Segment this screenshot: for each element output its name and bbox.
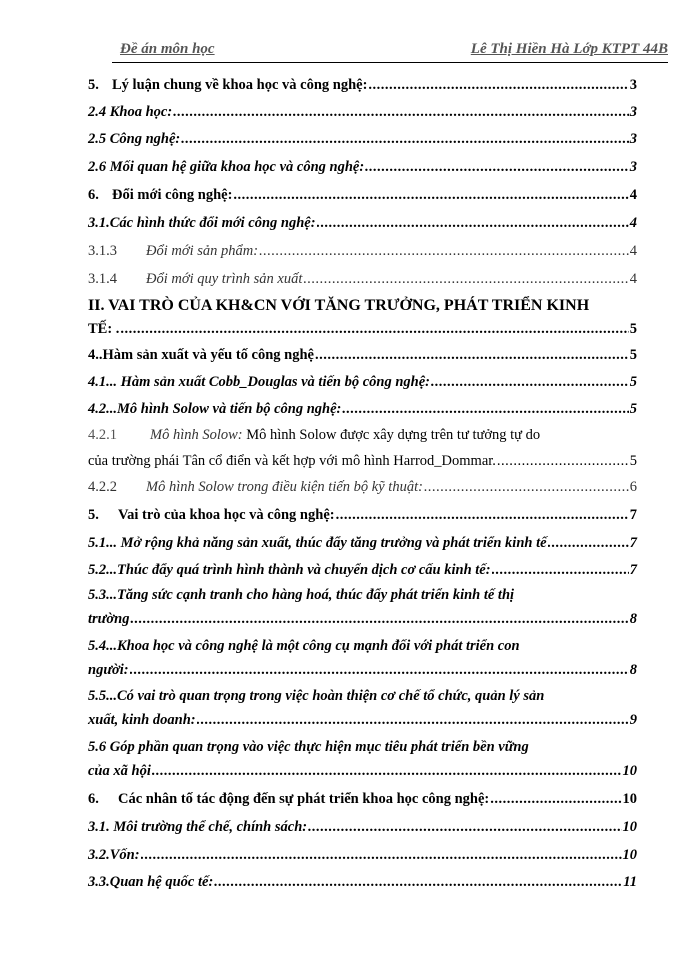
- toc-title-line1: 5.6 Góp phần quan trọng vào việc thực hiện mục tiêu phát triển bền vững: [88, 739, 529, 755]
- toc-entry[interactable]: [88, 266, 637, 292]
- toc-entry-solow[interactable]: [88, 422, 637, 474]
- toc-page: 7: [629, 535, 637, 551]
- toc-title-line2: TẾ: .: [88, 321, 120, 337]
- toc-number: 3.1.3: [88, 243, 117, 259]
- toc-entry[interactable]: [88, 99, 637, 125]
- toc-entry-section-ii[interactable]: [88, 294, 637, 340]
- toc-title: Các nhân tố tác động đến sự phát triển khoa học công nghệ:: [118, 791, 490, 807]
- toc-entry[interactable]: [88, 474, 637, 500]
- toc-title: 3.1. Môi trường thể chế, chính sách:: [88, 819, 308, 835]
- toc-number: 6.: [88, 791, 99, 807]
- toc-description-line1: Mô hình Solow được xây dựng trên tư tưởng tự do: [246, 427, 541, 443]
- toc-title: Mô hình Solow trong điều kiện tiến bộ kỹ thuật:: [146, 479, 423, 495]
- toc-title: 2.5 Công nghệ:: [88, 131, 181, 147]
- toc-title: 4.1... Hàm sản xuất Cobb_Douglas và tiến bộ công nghệ:: [88, 374, 430, 390]
- toc-title: 3.3.Quan hệ quốc tế:: [88, 874, 214, 890]
- toc-title-line1: II. VAI TRÒ CỦA KH&CN VỚI TĂNG TRƯỞNG, PHÁT TRIỂN KINH: [88, 297, 590, 314]
- toc-title-line2: trường: [88, 611, 130, 627]
- toc-entry[interactable]: [88, 814, 637, 840]
- toc-page: 8: [629, 662, 637, 678]
- toc-number: 5.: [88, 507, 99, 523]
- toc-title: 3.1.Các hình thức đổi mới công nghệ:: [88, 215, 316, 231]
- toc-title: 4.2...Mô hình Solow và tiến bộ công nghệ:: [88, 401, 342, 417]
- header-left-text: Đề án môn học: [120, 41, 215, 57]
- toc-page: 7: [629, 507, 637, 523]
- toc-entry[interactable]: [88, 154, 637, 180]
- toc-page: 6: [629, 479, 637, 495]
- header-right-text: Lê Thị Hiền Hà Lớp KTPT 44B: [470, 41, 668, 57]
- toc-description-line2: của trường phái Tân cổ điển và kết hợp với mô hình Harrod_Dommar.: [88, 453, 496, 469]
- toc-page: 5: [629, 453, 637, 469]
- toc-page: 7: [629, 562, 637, 578]
- toc-page: 10: [622, 763, 637, 779]
- toc-page: 4: [629, 243, 637, 259]
- toc-entry[interactable]: [88, 369, 637, 395]
- toc-page: 8: [629, 611, 637, 627]
- toc-title: 5.1... Mở rộng khả năng sản xuất, thúc đẩy tăng trưởng và phát triển kinh tế: [88, 535, 547, 551]
- toc-page: 5: [629, 321, 637, 337]
- toc-title: 4..Hàm sản xuất và yếu tố công nghệ: [88, 347, 314, 363]
- toc-title-line1: 5.3...Tăng sức cạnh tranh cho hàng hoá, thúc đẩy phát triển kinh tế thị: [88, 587, 515, 603]
- toc-title: Đổi mới công nghệ:: [112, 187, 233, 203]
- toc-title: Đổi mới quy trình sản xuất: [146, 271, 303, 287]
- toc-number: 5.: [88, 77, 99, 93]
- toc-entry[interactable]: [88, 634, 637, 682]
- toc-title: 5.2...Thúc đẩy quá trình hình thành và chuyển dịch cơ cấu kinh tế:: [88, 562, 491, 578]
- toc-number: 4.2.2: [88, 479, 117, 495]
- toc-page: 5: [629, 347, 637, 363]
- toc-entry[interactable]: [88, 684, 637, 732]
- toc-title: Mô hình Solow:: [150, 427, 243, 443]
- toc-entry[interactable]: [88, 735, 637, 783]
- toc-title: Vai trò của khoa học và công nghệ:: [118, 507, 335, 523]
- toc-entry[interactable]: [88, 342, 637, 368]
- toc-title-line1: 5.4...Khoa học và công nghệ là một công cụ mạnh đối với phát triển con: [88, 638, 520, 654]
- toc-title: Đổi mới sản phẩm:: [146, 243, 259, 259]
- toc-title-line2: người:: [88, 662, 129, 678]
- page-header: [112, 40, 668, 63]
- toc-entry[interactable]: [88, 238, 637, 264]
- toc-number: 4.2.1: [88, 427, 117, 443]
- toc-entry[interactable]: [88, 396, 637, 422]
- toc-number: 3.1.4: [88, 271, 117, 287]
- toc-entry[interactable]: [88, 842, 637, 868]
- toc-page: 11: [623, 874, 637, 890]
- toc-page: 3: [629, 77, 637, 93]
- toc-page: 5: [629, 374, 637, 390]
- toc-title: Lý luận chung về khoa học và công nghệ:: [112, 77, 368, 93]
- toc-page: 10: [622, 819, 637, 835]
- toc-title-line1: 5.5...Có vai trò quan trọng trong việc hoàn thiện cơ chế tổ chức, quản lý sản: [88, 688, 545, 704]
- toc-title: 3.2.Vốn:: [88, 847, 140, 863]
- toc-entry[interactable]: [88, 869, 637, 895]
- toc-entry[interactable]: [88, 72, 637, 98]
- toc-title-line2: của xã hội: [88, 763, 151, 779]
- toc-entry[interactable]: [88, 530, 637, 556]
- toc-entry[interactable]: [88, 583, 637, 631]
- toc-entry[interactable]: [88, 182, 637, 208]
- toc-entry[interactable]: [88, 210, 637, 236]
- toc-title: 2.6 Mối quan hệ giữa khoa học và công nghệ:: [88, 159, 365, 175]
- toc-page: 9: [629, 712, 637, 728]
- toc-entry[interactable]: [88, 786, 637, 812]
- toc-title: 2.4 Khoa học:: [88, 104, 173, 120]
- toc-page: 4: [629, 271, 637, 287]
- toc-number: 6.: [88, 187, 99, 203]
- toc-page: 3: [629, 131, 637, 147]
- toc-page: 10: [622, 847, 637, 863]
- toc-page: 4: [629, 187, 637, 203]
- toc-entry[interactable]: [88, 502, 637, 528]
- toc-page: 3: [629, 159, 637, 175]
- toc-entry[interactable]: [88, 126, 637, 152]
- toc-page: 4: [629, 215, 637, 231]
- toc-entry[interactable]: [88, 557, 637, 583]
- toc-page: 10: [622, 791, 637, 807]
- toc-title-line2: xuất, kinh doanh:: [88, 712, 196, 728]
- toc-page: 5: [629, 401, 637, 417]
- toc-page: 3: [629, 104, 637, 120]
